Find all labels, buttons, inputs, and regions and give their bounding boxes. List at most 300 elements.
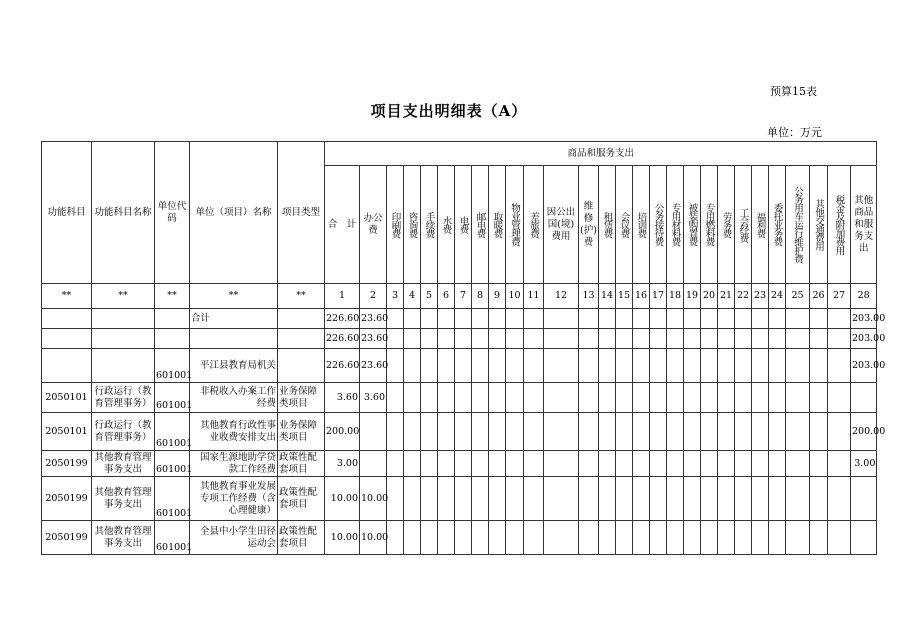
- unit-name-cell: [190, 329, 278, 349]
- empty-cell: [472, 413, 489, 451]
- empty-cell: [786, 349, 810, 383]
- header-sub-16: [633, 166, 650, 284]
- index-star: **: [278, 284, 325, 309]
- empty-cell: [701, 521, 718, 555]
- other-goods-services-cell: [851, 383, 877, 413]
- empty-cell: [455, 329, 472, 349]
- empty-cell: [506, 309, 524, 329]
- empty-cell: [544, 383, 579, 413]
- header-sub-12: 因公出国(境)费用: [544, 166, 579, 284]
- index-number: 4: [404, 284, 421, 309]
- empty-cell: [633, 477, 650, 521]
- office-fee-cell: [360, 413, 387, 451]
- empty-cell: [472, 477, 489, 521]
- unit-code-cell: 601001: [155, 451, 190, 477]
- empty-cell: [810, 309, 828, 329]
- index-number: 1: [325, 284, 360, 309]
- index-number: 24: [769, 284, 786, 309]
- empty-cell: [524, 349, 544, 383]
- header-sub-8: [472, 166, 489, 284]
- func-code-cell: 2050199: [42, 477, 92, 521]
- other-goods-services-cell: 203.00: [851, 309, 877, 329]
- empty-cell: [489, 383, 506, 413]
- table-row: [42, 477, 877, 521]
- empty-cell: [404, 521, 421, 555]
- index-star: **: [190, 284, 278, 309]
- empty-cell: [616, 451, 633, 477]
- empty-cell: [404, 477, 421, 521]
- empty-cell: [579, 521, 599, 555]
- empty-cell: [786, 451, 810, 477]
- project-type-cell: [278, 309, 325, 329]
- empty-cell: [387, 521, 404, 555]
- unit-name-cell: 其他教育行政性事业收费安排支出: [190, 413, 278, 451]
- header-text: 被装购置费: [686, 203, 698, 246]
- office-fee-cell: 23.60: [360, 309, 387, 329]
- empty-cell: [455, 521, 472, 555]
- empty-cell: [404, 413, 421, 451]
- index-number: 11: [524, 284, 544, 309]
- empty-cell: [735, 349, 752, 383]
- func-name-cell: 行政运行（教育管理事务）: [92, 383, 155, 413]
- header-sub-27: [828, 166, 851, 284]
- empty-cell: [752, 349, 769, 383]
- empty-cell: [506, 329, 524, 349]
- empty-cell: [387, 451, 404, 477]
- index-number: 10: [506, 284, 524, 309]
- header-sub-2: 办公费: [360, 166, 387, 284]
- empty-cell: [684, 451, 701, 477]
- empty-cell: [650, 309, 667, 329]
- empty-cell: [616, 477, 633, 521]
- empty-cell: [828, 451, 851, 477]
- empty-cell: [769, 477, 786, 521]
- empty-cell: [667, 309, 684, 329]
- header-sub-18: [667, 166, 684, 284]
- empty-cell: [489, 521, 506, 555]
- office-fee-cell: 10.00: [360, 521, 387, 555]
- empty-cell: [438, 383, 455, 413]
- project-type-cell: 业务保障类项目: [278, 383, 325, 413]
- office-fee-cell: [360, 451, 387, 477]
- total-cell: 226.60: [325, 309, 360, 329]
- empty-cell: [438, 349, 455, 383]
- func-name-cell: 其他教育管理事务支出: [92, 451, 155, 477]
- index-number: 22: [735, 284, 752, 309]
- empty-cell: [701, 309, 718, 329]
- empty-cell: [810, 477, 828, 521]
- empty-cell: [524, 383, 544, 413]
- index-number: 3: [387, 284, 404, 309]
- empty-cell: [472, 383, 489, 413]
- empty-cell: [489, 413, 506, 451]
- header-text: 公务用车运行维护费: [792, 186, 803, 263]
- header-sub-23: [752, 166, 769, 284]
- empty-cell: [769, 349, 786, 383]
- index-number: 6: [438, 284, 455, 309]
- empty-cell: [544, 521, 579, 555]
- empty-cell: [769, 383, 786, 413]
- unit-name-cell: 国家生源地助学贷款工作经费: [190, 451, 278, 477]
- header-func-code: 功能科目: [42, 142, 92, 284]
- header-text: 邮电费: [474, 211, 486, 238]
- empty-cell: [579, 329, 599, 349]
- empty-cell: [667, 329, 684, 349]
- empty-cell: [616, 521, 633, 555]
- empty-cell: [633, 349, 650, 383]
- header-text: 公务接待费: [652, 203, 664, 246]
- func-code-cell: 2050101: [42, 413, 92, 451]
- empty-cell: [404, 349, 421, 383]
- empty-cell: [438, 329, 455, 349]
- total-cell: 226.60: [325, 349, 360, 383]
- empty-cell: [769, 521, 786, 555]
- index-number: 28: [851, 284, 877, 309]
- index-number: 16: [633, 284, 650, 309]
- header-unit-code: 单位代码: [155, 142, 190, 284]
- other-goods-services-cell: [851, 521, 877, 555]
- unit-code-cell: [155, 329, 190, 349]
- unit-name-cell: 其他教育事业发展专项工作经费（含心理健康）: [190, 477, 278, 521]
- other-goods-services-cell: 200.00: [851, 413, 877, 451]
- empty-cell: [524, 309, 544, 329]
- office-fee-cell: 23.60: [360, 349, 387, 383]
- empty-cell: [455, 451, 472, 477]
- index-number: 20: [701, 284, 718, 309]
- index-number: 23: [752, 284, 769, 309]
- table-row: [42, 309, 877, 329]
- empty-cell: [828, 329, 851, 349]
- header-text: 手续费: [423, 211, 435, 238]
- other-goods-services-cell: 203.00: [851, 349, 877, 383]
- empty-cell: [404, 329, 421, 349]
- empty-cell: [455, 383, 472, 413]
- index-number: 19: [684, 284, 701, 309]
- empty-cell: [438, 451, 455, 477]
- empty-cell: [489, 329, 506, 349]
- total-cell: 10.00: [325, 477, 360, 521]
- project-type-cell: 政策性配套项目: [278, 521, 325, 555]
- empty-cell: [524, 521, 544, 555]
- index-star: **: [42, 284, 92, 309]
- total-cell: 226.60: [325, 329, 360, 349]
- empty-cell: [633, 309, 650, 329]
- empty-cell: [735, 309, 752, 329]
- empty-cell: [667, 349, 684, 383]
- index-star: **: [92, 284, 155, 309]
- header-sub-24: [769, 166, 786, 284]
- empty-cell: [810, 329, 828, 349]
- empty-cell: [701, 383, 718, 413]
- empty-cell: [752, 521, 769, 555]
- header-unit-name: 单位（项目）名称: [190, 142, 278, 284]
- empty-cell: [544, 349, 579, 383]
- header-sub-13: 维修(护)费: [579, 166, 599, 284]
- empty-cell: [752, 383, 769, 413]
- func-name-cell: [92, 349, 155, 383]
- empty-cell: [524, 413, 544, 451]
- empty-cell: [735, 451, 752, 477]
- empty-cell: [421, 451, 438, 477]
- header-text: 专用材料费: [669, 203, 681, 246]
- other-goods-services-cell: [851, 477, 877, 521]
- empty-cell: [701, 477, 718, 521]
- empty-cell: [404, 309, 421, 329]
- empty-cell: [718, 383, 735, 413]
- empty-cell: [684, 349, 701, 383]
- empty-cell: [579, 349, 599, 383]
- index-number: 14: [599, 284, 616, 309]
- header-text: 咨询费: [406, 211, 418, 238]
- empty-cell: [810, 451, 828, 477]
- empty-cell: [387, 329, 404, 349]
- empty-cell: [438, 413, 455, 451]
- empty-cell: [684, 329, 701, 349]
- empty-cell: [684, 309, 701, 329]
- empty-cell: [752, 413, 769, 451]
- empty-cell: [579, 413, 599, 451]
- index-number: 5: [421, 284, 438, 309]
- func-code-cell: [42, 349, 92, 383]
- header-sub-17: [650, 166, 667, 284]
- empty-cell: [735, 521, 752, 555]
- unit-code-cell: 601001: [155, 521, 190, 555]
- empty-cell: [810, 413, 828, 451]
- header-text: 福利费: [754, 211, 766, 238]
- empty-cell: [472, 329, 489, 349]
- empty-cell: [828, 309, 851, 329]
- empty-cell: [828, 477, 851, 521]
- empty-cell: [579, 451, 599, 477]
- empty-cell: [544, 477, 579, 521]
- header-text: 水费: [440, 216, 452, 233]
- empty-cell: [489, 477, 506, 521]
- empty-cell: [650, 451, 667, 477]
- empty-cell: [650, 383, 667, 413]
- unit-name-cell: 全县中小学生田径运动会: [190, 521, 278, 555]
- empty-cell: [667, 521, 684, 555]
- header-goods-services: 商品和服务支出: [325, 142, 877, 166]
- empty-cell: [421, 309, 438, 329]
- empty-cell: [828, 349, 851, 383]
- header-sub-28: 其他商品和服务支出: [851, 166, 877, 284]
- header-sub-11: [524, 166, 544, 284]
- empty-cell: [421, 349, 438, 383]
- empty-cell: [506, 383, 524, 413]
- header-func-name: 功能科目名称: [92, 142, 155, 284]
- empty-cell: [828, 413, 851, 451]
- header-sub-26: [810, 166, 828, 284]
- header-sub-25: [786, 166, 810, 284]
- index-number: 2: [360, 284, 387, 309]
- table-row: [42, 451, 877, 477]
- header-sub-15: [616, 166, 633, 284]
- empty-cell: [544, 451, 579, 477]
- empty-cell: [667, 477, 684, 521]
- empty-cell: [752, 309, 769, 329]
- header-sub-19: [684, 166, 701, 284]
- table-row: [42, 329, 877, 349]
- header-text: 物业管理费: [509, 203, 520, 246]
- empty-cell: [735, 329, 752, 349]
- empty-cell: [769, 329, 786, 349]
- header-sub-3: [387, 166, 404, 284]
- unit-code-cell: 601001: [155, 349, 190, 383]
- empty-cell: [633, 521, 650, 555]
- header-sub-20: [701, 166, 718, 284]
- empty-cell: [718, 477, 735, 521]
- unit-name-cell: 合计: [190, 309, 278, 329]
- header-text: 租赁费: [601, 211, 613, 238]
- empty-cell: [387, 477, 404, 521]
- index-number: 8: [472, 284, 489, 309]
- empty-cell: [404, 451, 421, 477]
- empty-cell: [701, 329, 718, 349]
- header-project-type: 项目类型: [278, 142, 325, 284]
- func-name-cell: [92, 309, 155, 329]
- empty-cell: [438, 309, 455, 329]
- table-number-label: 预算15表: [770, 85, 817, 98]
- empty-cell: [684, 477, 701, 521]
- empty-cell: [701, 349, 718, 383]
- project-type-cell: 政策性配套项目: [278, 477, 325, 521]
- total-cell: 200.00: [325, 413, 360, 451]
- empty-cell: [650, 477, 667, 521]
- empty-cell: [387, 309, 404, 329]
- empty-cell: [421, 477, 438, 521]
- empty-cell: [506, 413, 524, 451]
- unit-label: 单位：万元: [767, 126, 822, 139]
- empty-cell: [544, 413, 579, 451]
- func-code-cell: 2050199: [42, 521, 92, 555]
- empty-cell: [455, 349, 472, 383]
- index-star: **: [155, 284, 190, 309]
- empty-cell: [633, 413, 650, 451]
- empty-cell: [455, 309, 472, 329]
- empty-cell: [421, 383, 438, 413]
- empty-cell: [828, 383, 851, 413]
- index-number: 25: [786, 284, 810, 309]
- func-code-cell: [42, 309, 92, 329]
- empty-cell: [735, 383, 752, 413]
- empty-cell: [650, 349, 667, 383]
- empty-cell: [579, 309, 599, 329]
- empty-cell: [472, 349, 489, 383]
- empty-cell: [599, 309, 616, 329]
- empty-cell: [506, 477, 524, 521]
- empty-cell: [616, 383, 633, 413]
- unit-code-cell: 601001: [155, 413, 190, 451]
- empty-cell: [616, 349, 633, 383]
- empty-cell: [633, 451, 650, 477]
- unit-name-cell: 平江县教育局机关: [190, 349, 278, 383]
- index-number: 7: [455, 284, 472, 309]
- project-type-cell: 业务保障类项目: [278, 413, 325, 451]
- empty-cell: [786, 477, 810, 521]
- empty-cell: [489, 349, 506, 383]
- table-row: [42, 413, 877, 451]
- func-code-cell: [42, 329, 92, 349]
- office-fee-cell: 23.60: [360, 329, 387, 349]
- empty-cell: [421, 521, 438, 555]
- empty-cell: [786, 521, 810, 555]
- header-text: 委托业务费: [771, 203, 783, 246]
- table-row: [42, 521, 877, 555]
- index-number: 26: [810, 284, 828, 309]
- empty-cell: [786, 329, 810, 349]
- func-code-cell: 2050199: [42, 451, 92, 477]
- empty-cell: [752, 477, 769, 521]
- empty-cell: [667, 451, 684, 477]
- empty-cell: [506, 349, 524, 383]
- index-number: 17: [650, 284, 667, 309]
- unit-code-cell: [155, 309, 190, 329]
- empty-cell: [810, 521, 828, 555]
- empty-cell: [752, 329, 769, 349]
- header-text: 取暖费: [491, 211, 503, 238]
- header-sub-21: [718, 166, 735, 284]
- empty-cell: [718, 521, 735, 555]
- func-name-cell: 其他教育管理事务支出: [92, 477, 155, 521]
- empty-cell: [667, 413, 684, 451]
- header-sub-10: [506, 166, 524, 284]
- empty-cell: [421, 329, 438, 349]
- empty-cell: [472, 451, 489, 477]
- index-number: 18: [667, 284, 684, 309]
- header-text: 税金及附加费用: [833, 194, 845, 255]
- empty-cell: [735, 477, 752, 521]
- empty-cell: [599, 383, 616, 413]
- project-type-cell: [278, 329, 325, 349]
- total-cell: 3.00: [325, 451, 360, 477]
- header-row: [42, 142, 877, 166]
- empty-cell: [579, 383, 599, 413]
- empty-cell: [544, 329, 579, 349]
- empty-cell: [633, 383, 650, 413]
- budget-table: [41, 141, 886, 555]
- empty-cell: [489, 309, 506, 329]
- header-text: 培训费: [635, 211, 647, 238]
- empty-cell: [828, 521, 851, 555]
- unit-code-cell: 601001: [155, 383, 190, 413]
- empty-cell: [438, 521, 455, 555]
- empty-cell: [404, 383, 421, 413]
- header-sub-4: [404, 166, 421, 284]
- empty-cell: [810, 349, 828, 383]
- empty-cell: [650, 329, 667, 349]
- empty-cell: [701, 413, 718, 451]
- unit-name-cell: 非税收入办案工作经费: [190, 383, 278, 413]
- empty-cell: [786, 413, 810, 451]
- empty-cell: [599, 477, 616, 521]
- empty-cell: [786, 383, 810, 413]
- other-goods-services-cell: 203.00: [851, 329, 877, 349]
- func-name-cell: [92, 329, 155, 349]
- empty-cell: [421, 413, 438, 451]
- empty-cell: [684, 413, 701, 451]
- empty-cell: [718, 309, 735, 329]
- index-number: 27: [828, 284, 851, 309]
- header-text: 电费: [457, 216, 469, 233]
- index-number: 13: [579, 284, 599, 309]
- empty-cell: [718, 451, 735, 477]
- total-cell: 10.00: [325, 521, 360, 555]
- empty-cell: [489, 451, 506, 477]
- empty-cell: [667, 383, 684, 413]
- empty-cell: [684, 383, 701, 413]
- empty-cell: [579, 477, 599, 521]
- header-text: 劳务费: [720, 211, 732, 238]
